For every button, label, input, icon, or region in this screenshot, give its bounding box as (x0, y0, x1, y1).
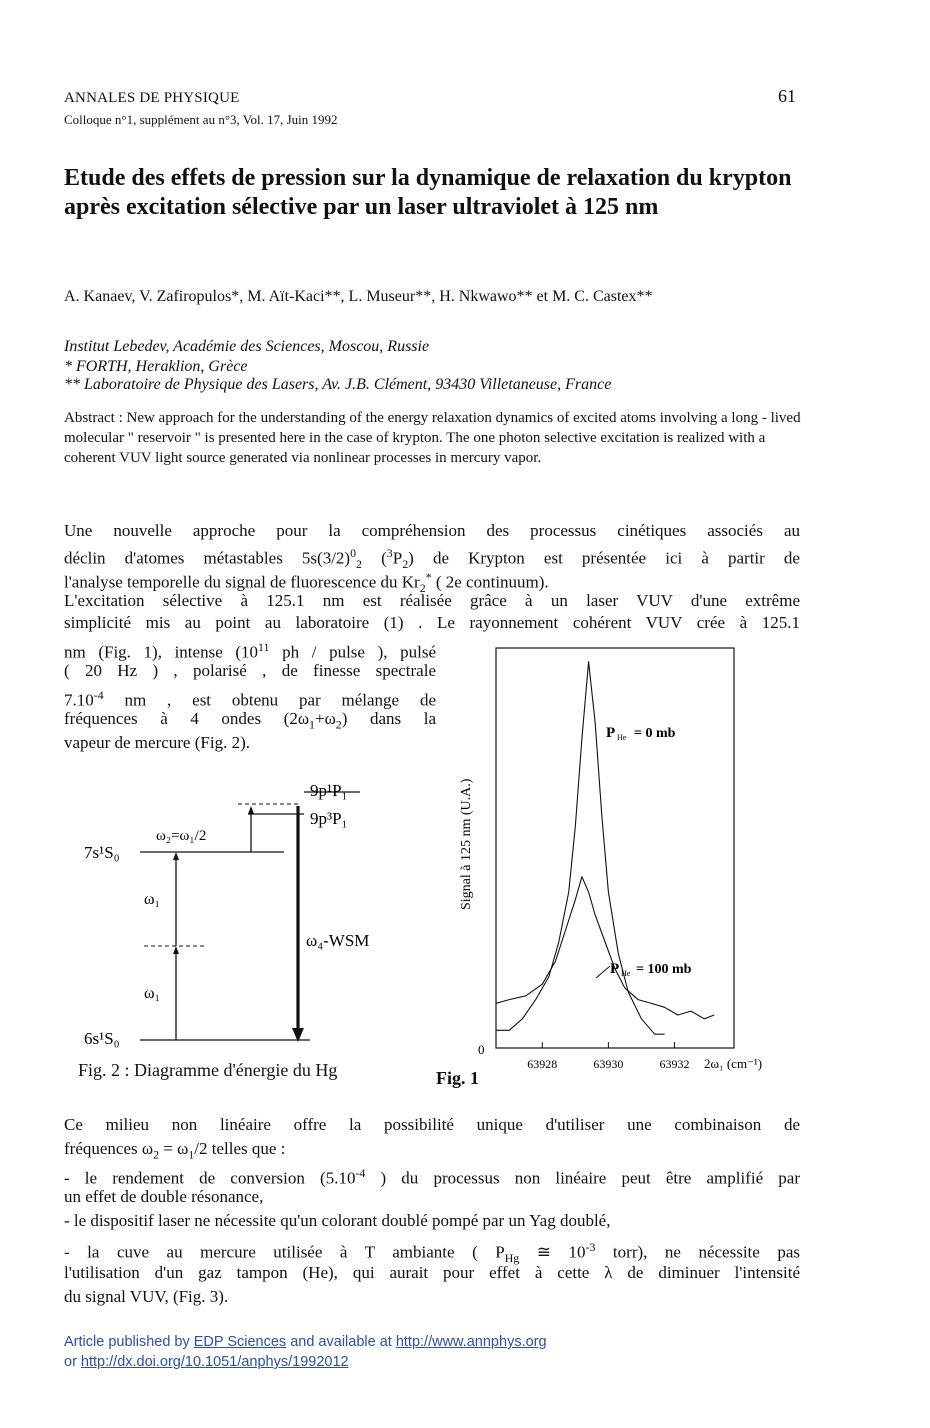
affiliation-1: Institut Lebedev, Académie des Sciences, Moscou, Russie (64, 338, 430, 355)
energy-diagram (70, 770, 430, 1090)
series-line-1 (496, 877, 714, 1019)
fig2-caption: Fig. 2 : Diagramme d'énergie du Hg (78, 1060, 338, 1080)
abstract: Abstract : New approach for the understanding of the energy relaxation dynamics of excited atoms involving a long - lived molecular " reservoir " is presented here in the case of krypton. The one photon selective excitation is realized with a coherent VUV light source generated via nonlinear processes in mercury vapor. (64, 410, 801, 466)
authors: A. Kanaev, V. Zafiropulos*, M. Aït-Kaci**, L. Museur**, H. Nkwawo** et M. C. Castex** (64, 288, 653, 305)
fig1-caption: Fig. 1 (436, 1068, 479, 1088)
legend-100mb-val: = 100 mb (636, 962, 692, 977)
edp-sciences-link[interactable]: EDP Sciences (193, 1334, 287, 1350)
body2-line-4: un effet de double résonance, (64, 1187, 264, 1206)
intro-line-8: $7.10^{-4}$ nm , est obtenu par mélange de (64, 688, 436, 710)
legend-0mb-p: P (606, 725, 616, 741)
doi-link[interactable]: http://dx.doi.org/10.1051/anphys/1992012 (80, 1354, 349, 1370)
series-group (496, 662, 714, 1034)
body2-line-3: - le rendement de conversion ($5.10^{-4}$ ) du processus non linéaire peut être amplifié par (64, 1166, 800, 1188)
journal-issue: Colloque n°1, supplément au n°3, Vol. 17, Juin 1992 (64, 112, 338, 127)
footer-line-1: Article published by EDP Sciences and available at http://www.annphys.org (64, 1334, 547, 1350)
paper-title: Etude des effets de pression sur la dynamique de relaxation du krypton après excitation sélective par un laser ultraviolet à 125 nm (64, 165, 792, 220)
x-ticks (527, 1042, 689, 1071)
label-omega2: ω₂=ω₁/2 (156, 828, 207, 844)
label-omega1-lower: ω₁ (144, 985, 161, 1002)
intro-line-6: nm (Fig. 1), intense ($10^{11}$ ph / pulse ), pulsé (64, 640, 436, 662)
intro-line-1: Une nouvelle approche pour la compréhension des processus cinétiques associés au (64, 521, 800, 540)
label-6s: 6s¹S₀ (84, 1029, 120, 1048)
intro-line-9: fréquences à 4 ondes $(2\omega_1+\omega_2)$ dans la (64, 709, 436, 732)
legend-100mb-p: P (610, 961, 620, 977)
body2-line-8: du signal VUV, (Fig. 3). (64, 1287, 229, 1306)
zero-label: 0 (478, 1042, 485, 1057)
body2-line-2: fréquences $\omega_2 = \omega_1/2$ telles que : (64, 1139, 286, 1162)
x-tick-label-2: 63932 (659, 1057, 690, 1071)
x-tick-label-0: 63928 (527, 1057, 558, 1071)
plot-frame (496, 648, 734, 1048)
legend-100mb-sub: He (621, 969, 631, 978)
intro-line-10: vapeur de mercure (Fig. 2). (64, 733, 250, 752)
label-7s: 7s¹S₀ (84, 843, 120, 862)
footer-line-2: or http://dx.doi.org/10.1051/anphys/1992012 (64, 1354, 349, 1370)
affiliation-3: ** Laboratoire de Physique des Lasers, Av. J.B. Clément, 93430 Villetaneuse, France (64, 376, 612, 393)
intro-line-7: ( 20 Hz ) , polarisé , de finesse spectrale (64, 661, 436, 680)
x-axis-label: 2ω₁ (cm⁻¹) (704, 1056, 763, 1071)
annphys-link[interactable]: http://www.annphys.org (395, 1334, 547, 1350)
x-tick-label-1: 63930 (593, 1057, 624, 1071)
fig1-chart (430, 640, 800, 1071)
label-omega4: ω₄-WSM (306, 931, 370, 950)
body2-line-6: - la cuve au mercure utilisée à T ambiante ( $P_{Hg}$ ≅ $10^{-3}$ torr), ne nécessite pas (64, 1240, 800, 1266)
legend-100mb-pointer (596, 966, 610, 978)
body2-line-5: - le dispositif laser ne nécessite qu'un colorant doublé pompé par un Yag doublé, (64, 1211, 611, 1230)
legend-0mb-sub: He (617, 733, 627, 742)
intro-line-3: l'analyse temporelle du signal de fluorescence du $Kr_2^*$ ( 2e continuum). (64, 570, 549, 596)
label-omega1-upper: ω₁ (144, 891, 161, 908)
page-number: 61 (778, 86, 796, 106)
legend-0mb-val: = 0 mb (634, 726, 676, 741)
journal-name: ANNALES DE PHYSIQUE (64, 90, 240, 106)
y-axis-label: Signal à 125 nm (U.A.) (459, 778, 474, 910)
affiliation-2: * FORTH, Heraklion, Grèce (64, 358, 248, 375)
body2-line-1: Ce milieu non linéaire offre la possibilité unique d'utiliser une combinaison de (64, 1115, 800, 1134)
intro-line-4: L'excitation sélective à 125.1 nm est réalisée grâce à un laser VUV d'une extrême (64, 591, 800, 610)
body2-line-7: l'utilisation d'un gaz tampon (He), qui aurait pour effet à cette λ de diminuer l'intensité (64, 1263, 800, 1282)
intro-line-2: déclin d'atomes métastables $5s(3/2)^0_2$ $(^3P_2)$ de Krypton est présentée ici à partir de (64, 546, 800, 572)
series-line-0 (496, 662, 665, 1034)
label-9p3p1: 9p³P₁ (310, 809, 348, 828)
intro-line-5: simplicité mis au point au laboratoire (1) . Le rayonnement cohérent VUV crée à 125.1 (64, 613, 800, 632)
label-9p1p1: 9p¹P₁ (310, 781, 348, 800)
